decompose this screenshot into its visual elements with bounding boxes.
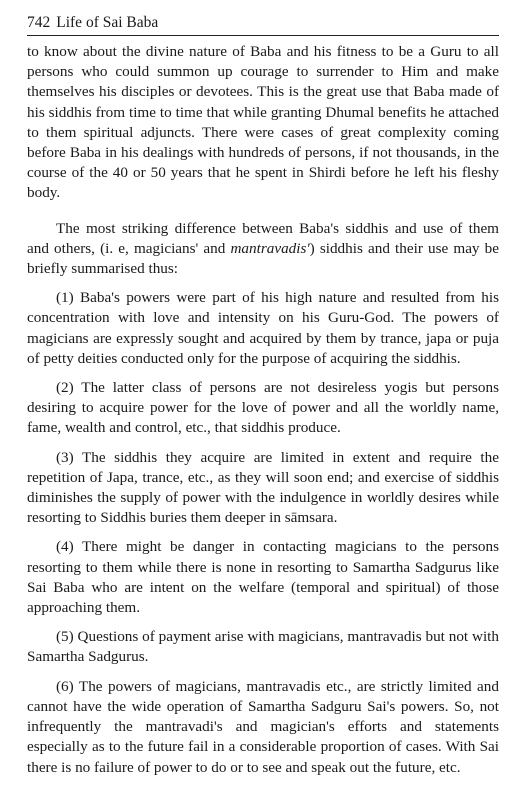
point-6: (6) The powers of magicians, mantravadis etc., are strictly limited and cannot have the wide operation of Samartha Sadguru Sai's powers. So, not infrequently the mantravadi's and magician's efforts and statements especially as to the future fail in a considerable proportion of cases. With Sai there is no failure of power to do or to see and speak out the future, etc.	[27, 677, 499, 776]
point-2: (2) The latter class of persons are not desireless yogis but persons desiring to acquire power for the love of power and all the worldly name, fame, wealth and control, etc., that siddhis produce.	[27, 379, 499, 437]
intro-italic-term: mantravadis'	[230, 239, 310, 257]
point-1: (1) Baba's powers were part of his high nature and resulted from his concentration with love and intensity on his Guru-God. The powers of magicians are expressly sought and acquired by them by trance, japa or puja of petty deities conducted only for the purpose of acquiring the siddhis.	[27, 289, 499, 367]
running-title: Life of Sai Baba	[56, 14, 159, 31]
page-number: 742	[27, 14, 51, 31]
paragraph-continuation: to know about the divine nature of Baba and his fitness to be a Guru to all persons who could summon up courage to surrender to Him and make themselves his disciples or devotees. This is the great use that Baba made of his siddhis from time to time that while granting Dhumal benefits he attached to them spiritual adjuncts. There were cases of great complexity coming before Baba in his dealings with hundreds of persons, if not thousands, in the course of the 40 or 50 years that he spent in Shirdi before he left his fleshy body.	[27, 43, 499, 202]
page-body	[27, 42, 499, 787]
intro-text-end: ) siddhis and their use may be briefly summarised thus:	[27, 239, 499, 278]
header-rule	[27, 35, 499, 36]
running-header	[27, 14, 497, 32]
paragraph-intro	[27, 219, 499, 280]
point-4: (4) There might be danger in contacting magicians to the persons resorting to them while there is none in resorting to Samartha Sadgurus like Sai Baba who are intent on the welfare (temporal and spiritual) of those approaching them.	[27, 538, 499, 617]
point-3: (3) The siddhis they acquire are limited in extent and require the repetition of Japa, trance, etc., as they will soon end; and exercise of siddhis diminishes the supply of power with the indulgence in worldly desires while resorting to Siddhis buries them deeper in sāmsara.	[27, 448, 499, 527]
point-5: (5) Questions of payment arise with magicians, mantravadis but not with Samartha Sadgurus.	[27, 628, 499, 666]
intro-text-start: The most striking difference between Baba's siddhis and use of them and others, (i. e, magicians' and	[27, 219, 499, 257]
